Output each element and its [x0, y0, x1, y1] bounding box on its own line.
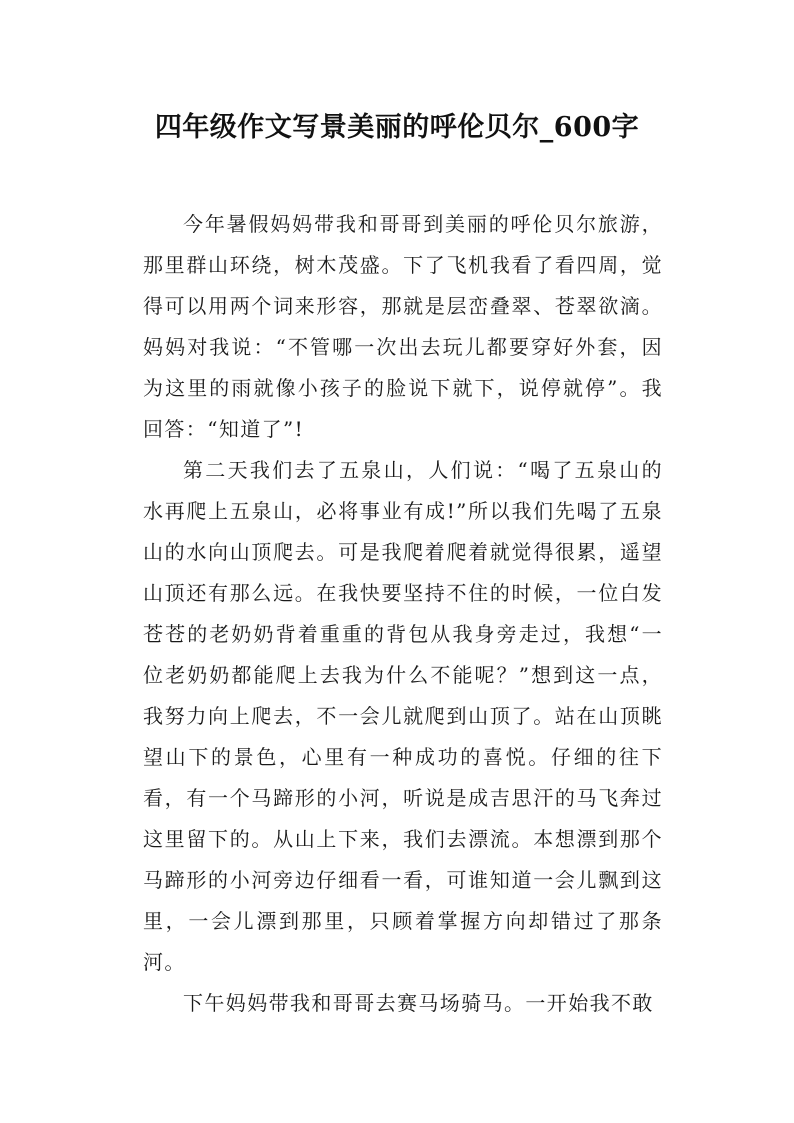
paragraph-3: 下午妈妈带我和哥哥去赛马场骑马。一开始我不敢 — [183, 991, 654, 1015]
document-body — [143, 204, 663, 1024]
document-title: 四年级作文写景美丽的呼伦贝尔_600字 — [154, 112, 640, 143]
paragraph-1: 今年暑假妈妈带我和哥哥到美丽的呼伦贝尔旅游，那里群山环绕，树木茂盛。下了飞机我看了看四周，觉得可以用两个词来形容，那就是层峦叠翠、苍翠欲滴。妈妈对我说：“不管哪一次出去玩儿都要穿好外套，因为这里的雨就像小孩子的脸说下就下，说停就停”。我回答：“知道了”! — [143, 212, 663, 441]
paragraph-2: 第二天我们去了五泉山，人们说：“喝了五泉山的水再爬上五泉山，必将事业有成!”所以我们先喝了五泉山的水向山顶爬去。可是我爬着爬着就觉得很累，遥望山顶还有那么远。在我快要坚持不住的时候，一位白发苍苍的老奶奶背着重重的背包从我身旁走过，我想“一位老奶奶都能爬上去我为什么不能呢？”想到这一点，我努力向上爬去，不一会儿就爬到山顶了。站在山顶眺望山下的景色，心里有一种成功的喜悦。仔细的往下看，有一个马蹄形的小河，听说是成吉思汗的马飞奔过这里留下的。从山上下来，我们去漂流。本想漂到那个马蹄形的小河旁边仔细看一看，可谁知道一会儿飘到这里，一会儿漂到那里，只顾着掌握方向却错过了那条河。 — [143, 458, 663, 974]
